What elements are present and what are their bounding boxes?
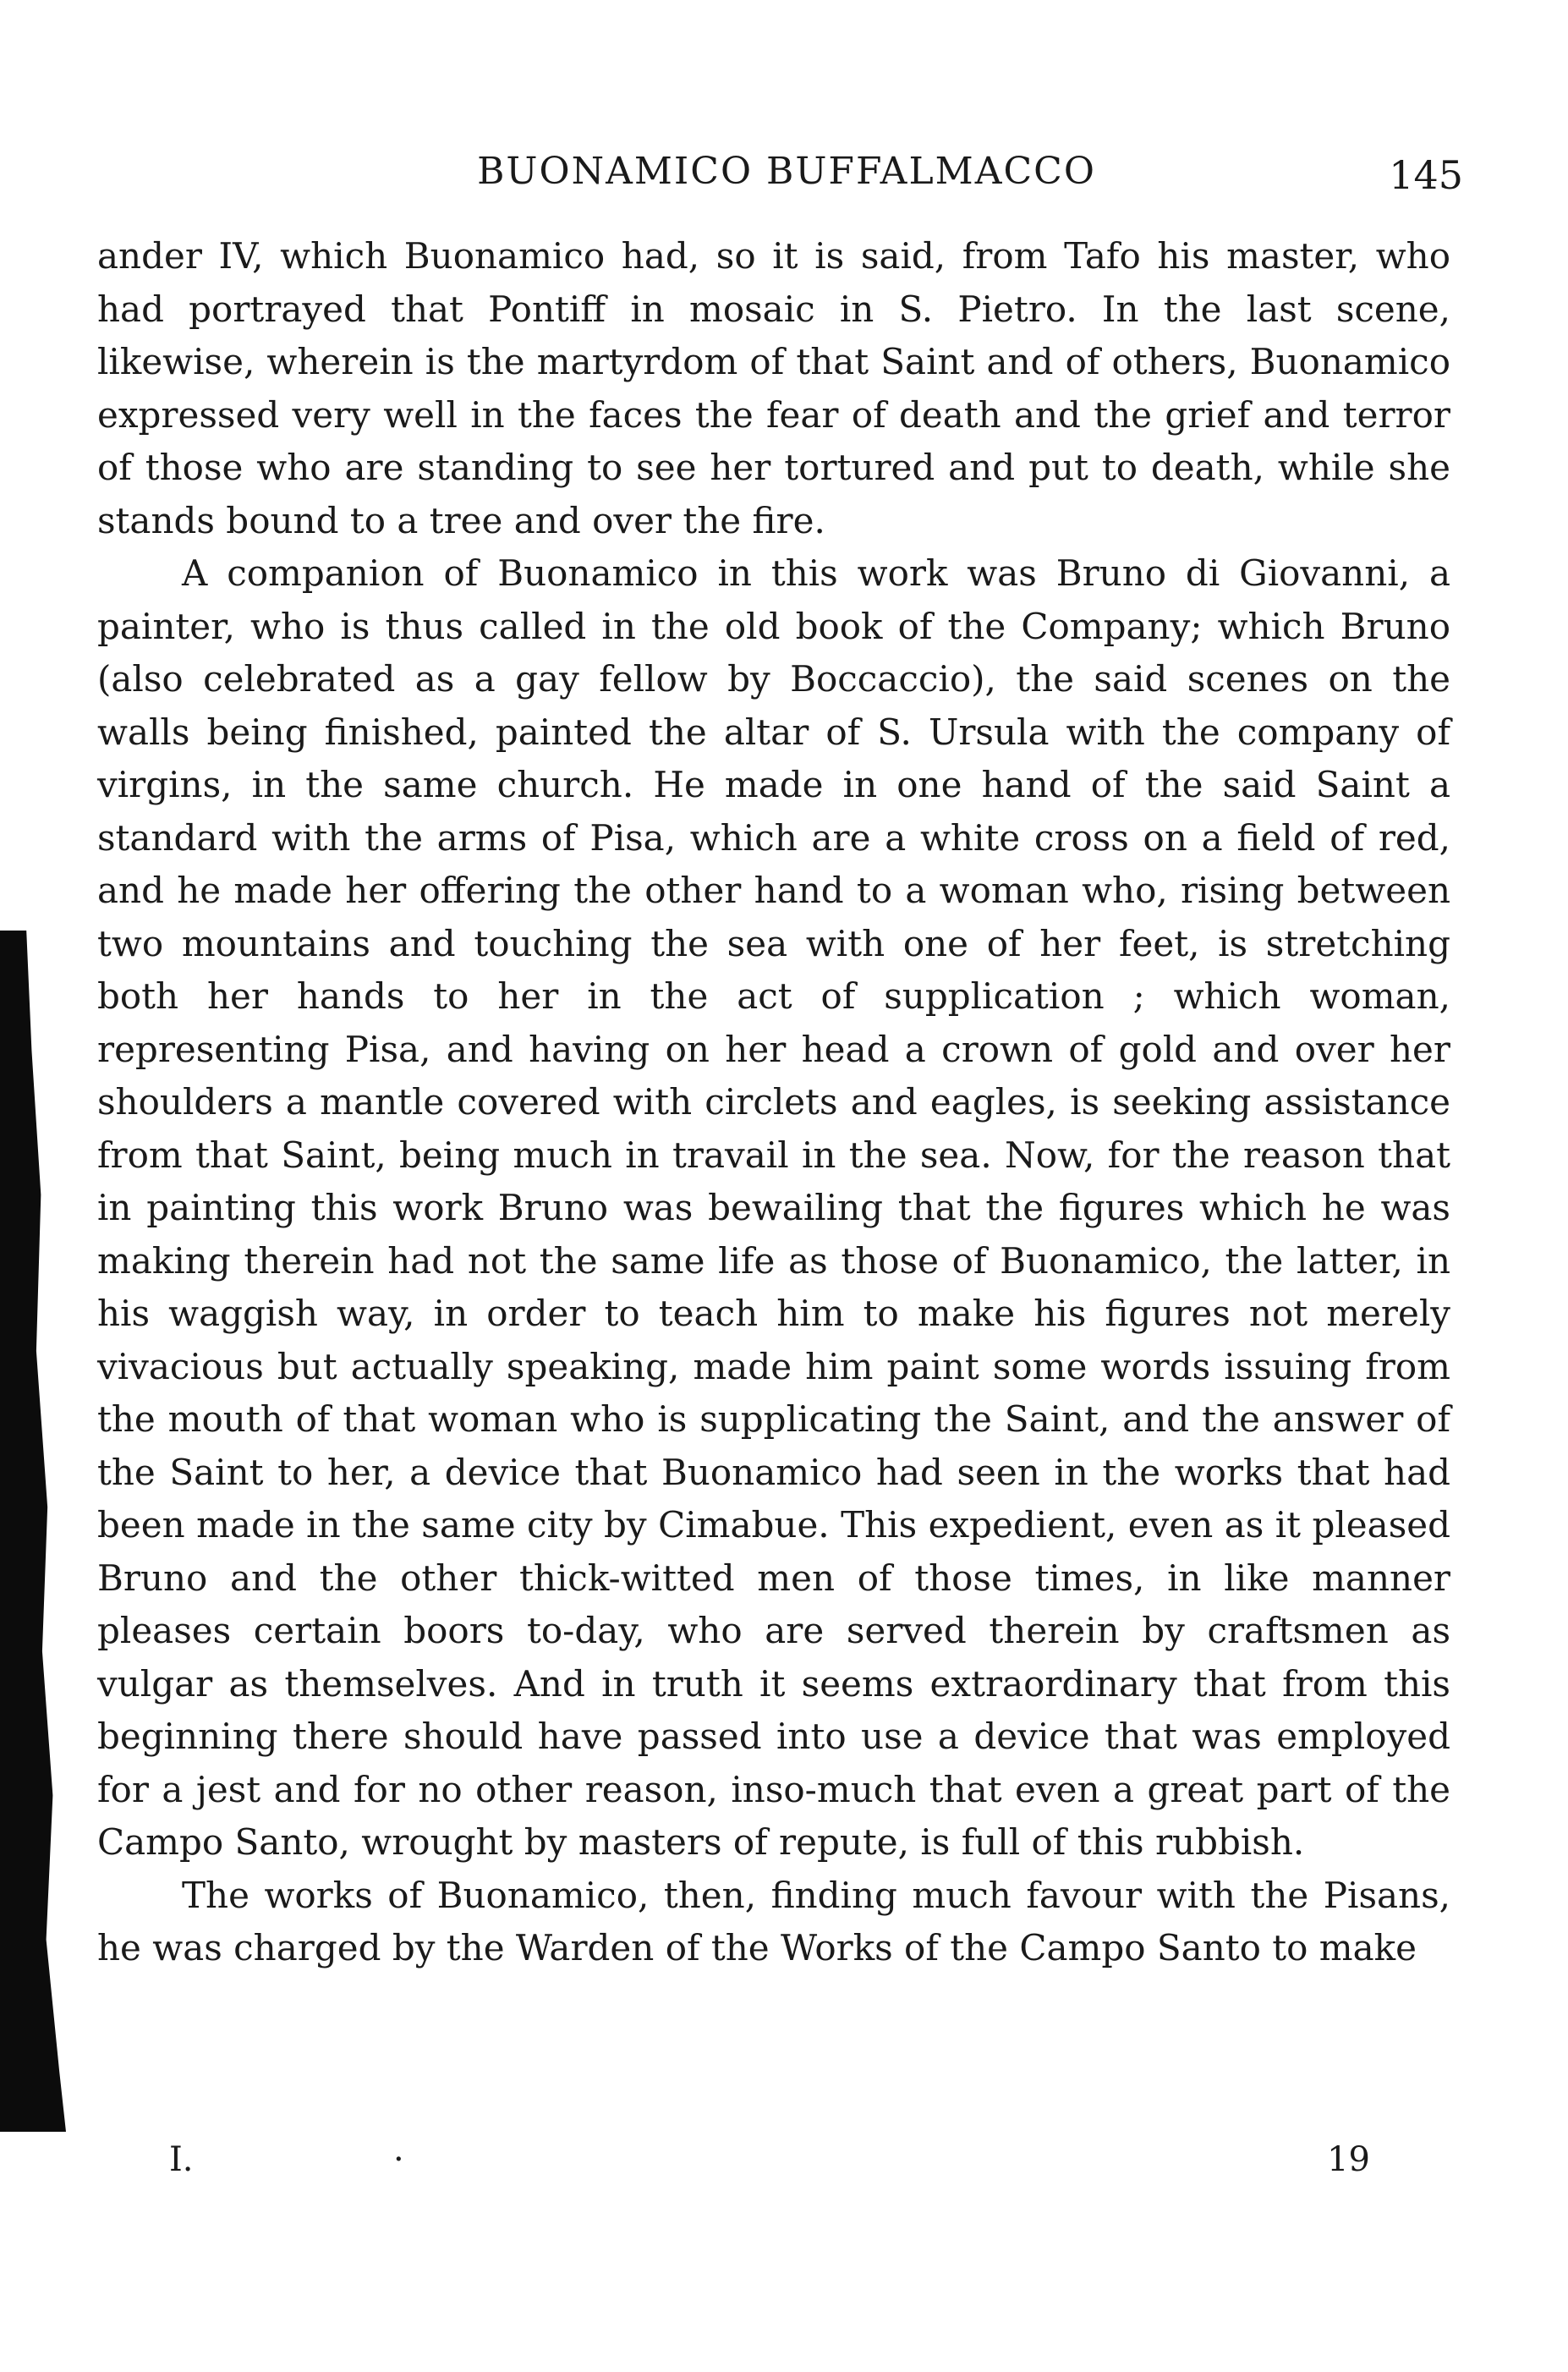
scan-edge-shadow <box>0 931 66 2132</box>
signature-mark: I. <box>169 2140 194 2179</box>
page-number: 145 <box>1389 152 1463 198</box>
footer-dot: · <box>393 2140 404 2179</box>
body-text <box>97 230 1450 1975</box>
running-title: BUONAMICO BUFFALMACCO <box>477 150 1096 193</box>
page-footer <box>169 2140 1370 2191</box>
paragraph-2: A companion of Buonamico in this work was Bruno di Giovanni, a painter, who is thus called in the old book of the Company; which Bruno (also celebrated as a gay fellow by Boccaccio), the said scenes on the walls being finished, painted the altar of S. Ursula with the company of virgins, in the same church. He made in one hand of the said Saint a standard with the arms of Pisa, which are a white cross on a field of red, and he made her offering the other hand to a woman who, rising between two mountains and touching the sea with one of her feet, is stretching both her hands to her in the act of supplication ; which woman, representing Pisa, and having on her head a crown of gold and over her shoulders a mantle covered with circlets and eagles, is seeking assistance from that Saint, being much in travail in the sea. Now, for the reason that in painting this work Bruno was bewailing that the figures which he was making therein had not the same life as those of Buonamico, the latter, in his waggish way, in order to teach him to make his figures not merely vivacious but actually speaking, made him paint some words issuing from the mouth of that woman who is supplicating the Saint, and the answer of the Saint to her, a device that Buonamico had seen in the works that had been made in the same city by Cimabue. This expedient, even as it pleased Bruno and the other thick-witted men of those times, in like manner pleases certain boors to-day, who are served therein by craftsmen as vulgar as themselves. And in truth it seems extraordinary that from this beginning there should have passed into use a device that was employed for a jest and for no other reason, inso-much that even a great part of the Campo Santo, wrought by masters of repute, is full of this rubbish. <box>97 552 1450 1863</box>
paragraph-1: ander IV, which Buonamico had, so it is said, from Tafo his master, who had portrayed that Pontiff in mosaic in S. Pietro. In the last scene, likewise, wherein is the martyrdom of that Saint and of others, Buonamico expressed very well in the faces the fear of death and the grief and terror of those who are standing to see her tortured and put to death, while she stands bound to a tree and over the fire. <box>97 235 1450 541</box>
running-head <box>110 142 1463 201</box>
paragraph-3: The works of Buonamico, then, finding much favour with the Pisans, he was charged by the Warden of the Works of the Campo Santo to make <box>97 1874 1450 1968</box>
leaf-number: 19 <box>1327 2140 1370 2179</box>
